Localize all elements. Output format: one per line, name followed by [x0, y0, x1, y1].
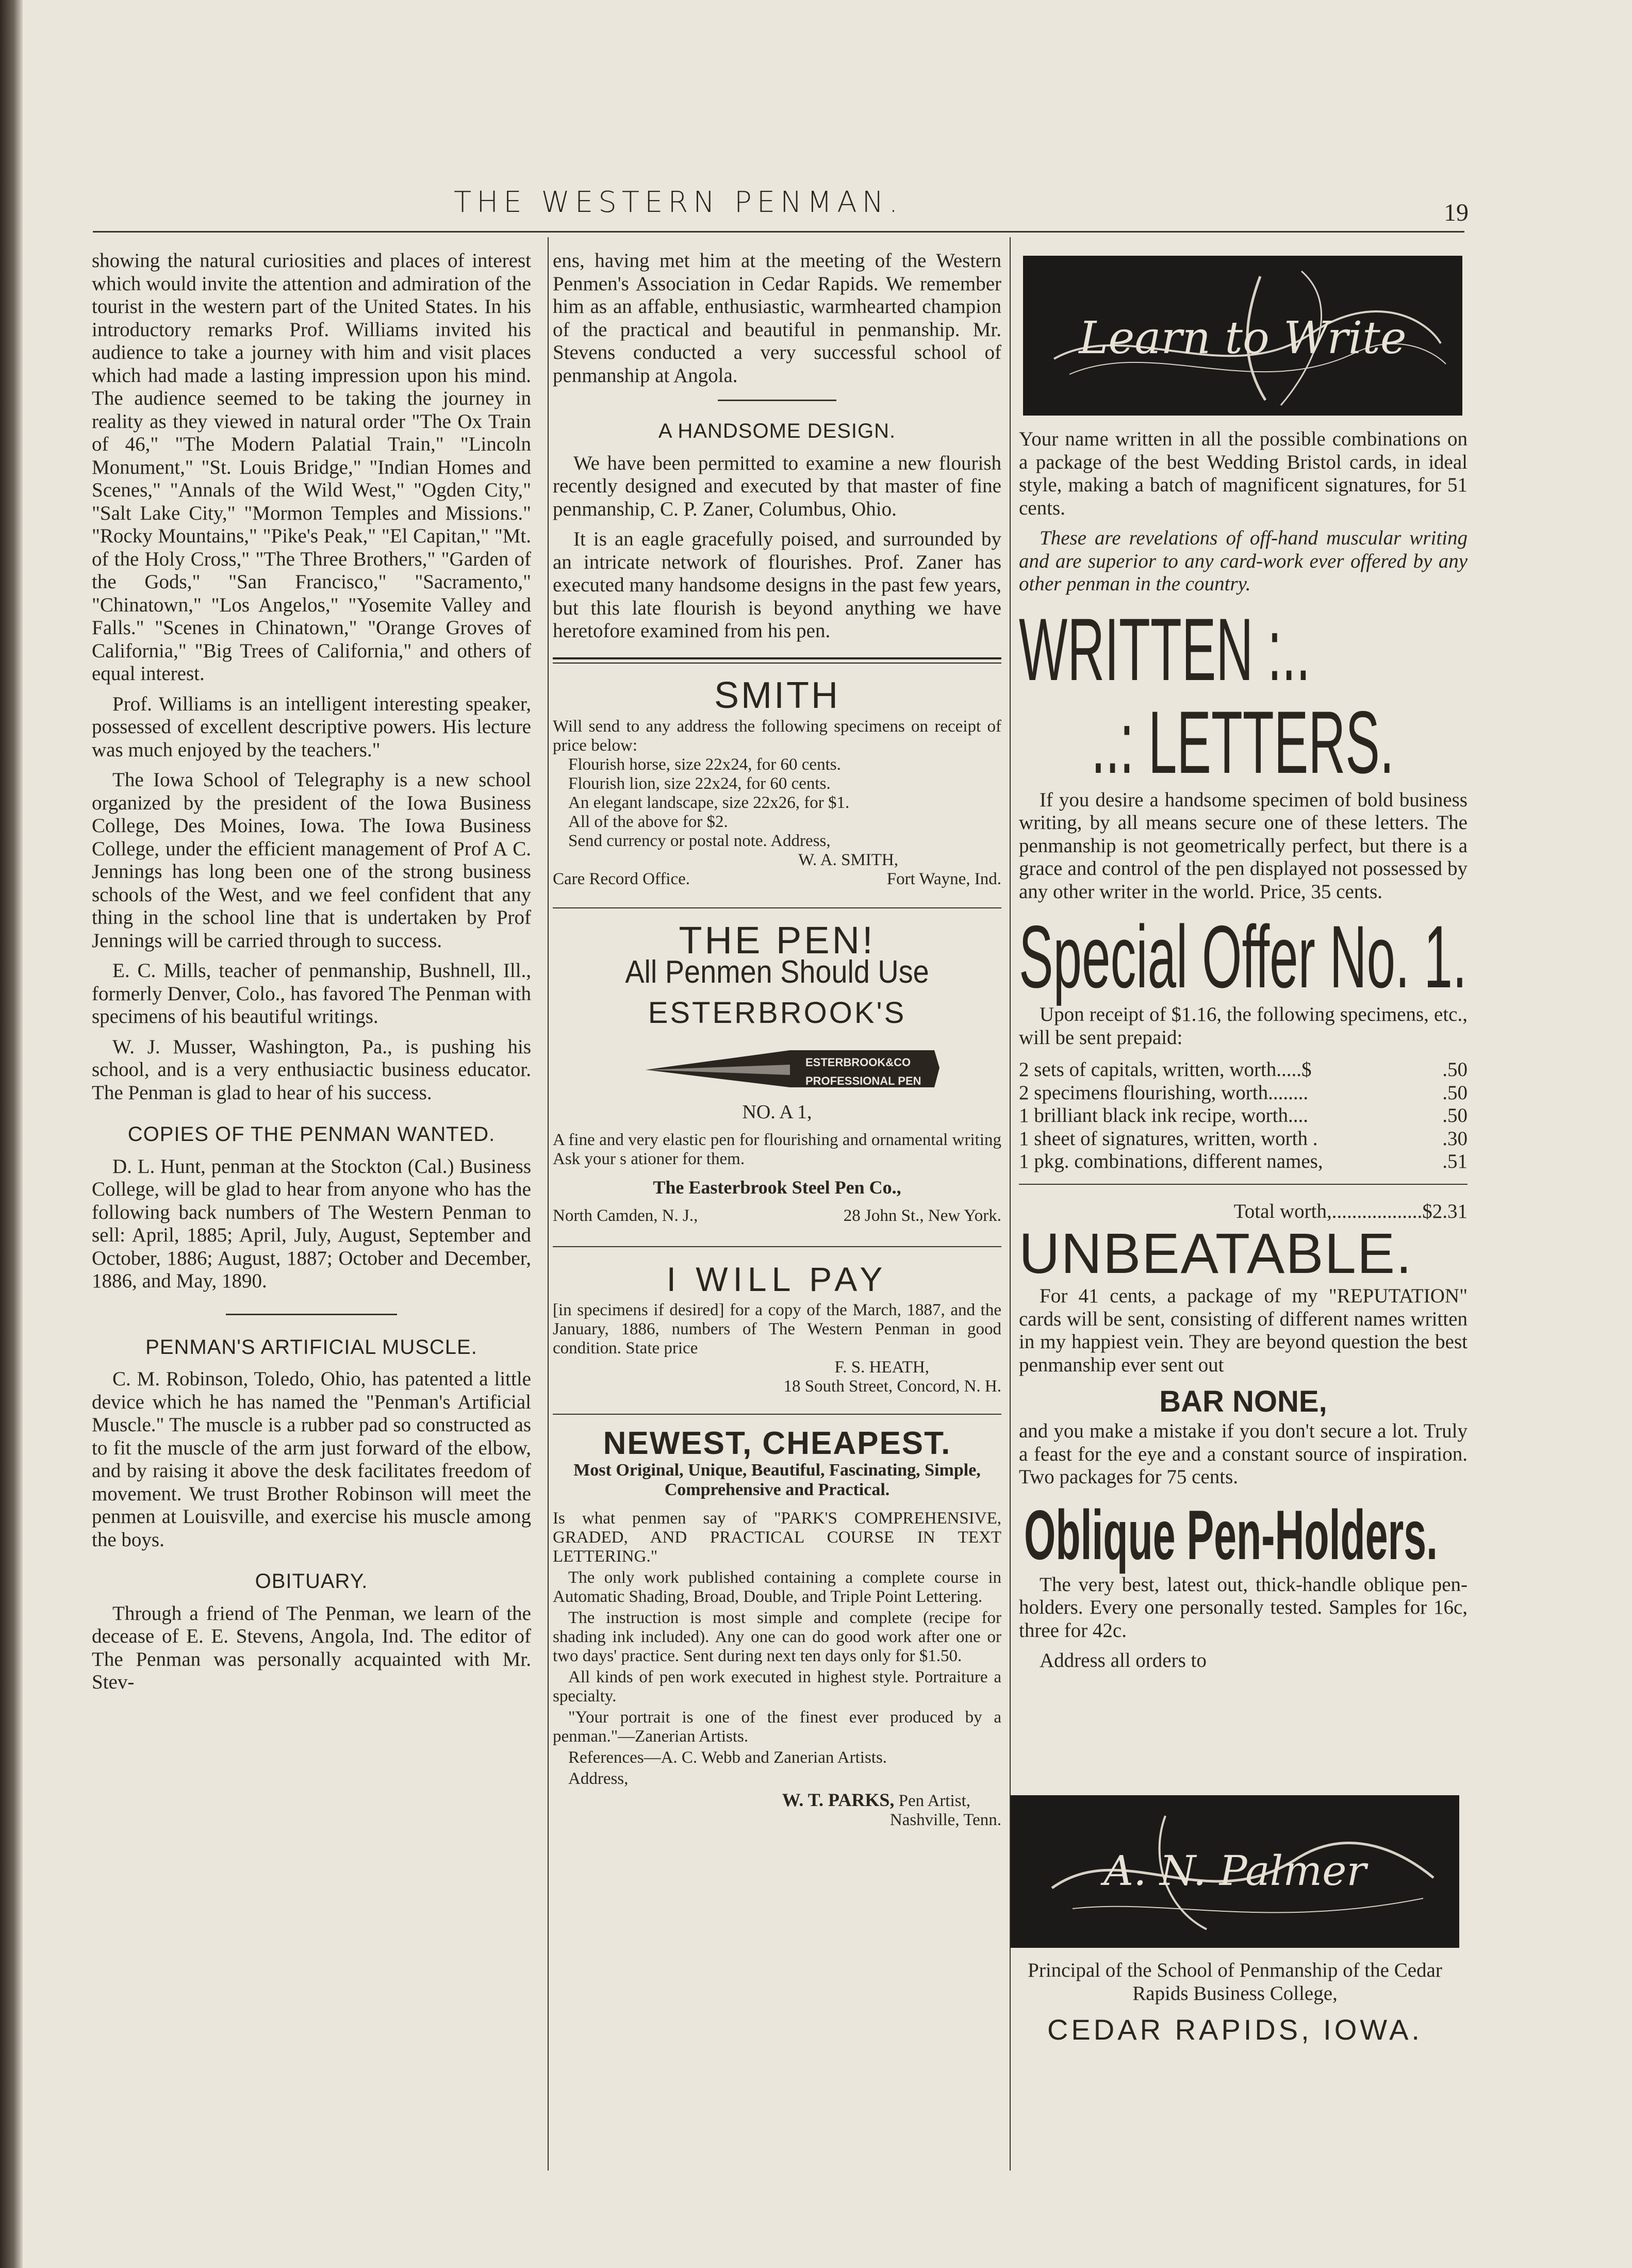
- pen-nib-text-2: PROFESSIONAL PEN: [805, 1074, 921, 1087]
- article-paragraph: D. L. Hunt, penman at the Stockton (Cal.) Business College, will be glad to hear from anyone who has the following back numbers of The Western Penman to sell: April, 1885; April, July, August, September and October, 1886; August, 1887; October and December, 1886, and May, 1890.: [92, 1155, 531, 1292]
- ad-paragraph: and you make a mistake if you don't secure a lot. Truly a feast for the eye and a constant source of inspiration. Two packages for 75 cents.: [1019, 1420, 1468, 1488]
- smith-item: An elegant landscape, size 22x26, for $1.: [568, 793, 850, 812]
- ad-paragraph: Address all orders to: [1040, 1649, 1207, 1671]
- newest-role: Pen Artist,: [898, 1791, 970, 1810]
- pay-address: 18 South Street, Concord, N. H.: [783, 1377, 1001, 1396]
- offer-total: Total worth,..................$2.31: [1233, 1200, 1468, 1222]
- smith-left: Care Record Office.: [553, 870, 690, 888]
- column-3-footer: [1011, 1959, 1459, 2046]
- section-heading: A HANDSOME DESIGN.: [658, 420, 896, 442]
- ad-paragraph: For 41 cents, a package of my "REPUTATION" cards will be sent, consisting of different names written in my happiest vein. They are beyond question the best penmanship ever sent out: [1019, 1285, 1468, 1376]
- smith-item: All of the above for $2.: [568, 813, 728, 831]
- page-header-title: THE WESTERN PENMAN.: [454, 186, 903, 219]
- pen-nib-icon: [553, 1039, 1001, 1096]
- pen-ad-title: THE PEN!: [679, 919, 876, 962]
- article-paragraph: showing the natural curiosities and places of interest which would invite the attention and admiration of the tourist in the western part of the United States. In his introductory remarks Prof. Williams invited his audience to take a journey with him and visit places which had made a lasting impression upon his mind. The audience seemed to be taking the journey in reality as they viewed in natural order "The Ox Train of 46," "The Modern Palatial Train," "Lincoln Monument," "St. Louis Bridge," "Indian Homes and Scenes," "Annals of the Wild West," "Ogden City," "Salt Lake City," "Mormon Temples and Missions." "Rocky Mountains," "Pike's Peak," "El Capitan," "Mt. of the Holy Cross," "The Three Brothers," "Garden of the Gods," "San Francisco," "Sacramento," "Chinatown," "Los Angelos," "Yosemite Valley and Falls." "Scenes in Chinatown," "Orange Groves of California," "Big Trees of California," and others of equal interest.: [92, 250, 531, 685]
- newest-city: Nashville, Tenn.: [889, 1810, 1001, 1829]
- pen-nib-text-1: ESTERBROOK&CO: [805, 1055, 911, 1069]
- signature-text: A. N. Palmer: [1103, 1847, 1366, 1895]
- pen-ad-subtitle: All Penmen Should Use: [625, 954, 929, 990]
- article-paragraph: The Iowa School of Telegraphy is a new school organized by the president of the Iowa Business College, Des Moines, Iowa. The Iowa Business College, under the efficient management of Prof A C. Jennings has long been one of the strong business schools of the West, and we feel confident that any thing in the school line that is undertaken by Prof Jennings will be carried through to success.: [92, 769, 531, 952]
- column-1: [92, 250, 531, 1701]
- header-rule: [93, 231, 1464, 233]
- article-paragraph: Prof. Williams is an intelligent interesting speaker, possessed of excellent descriptive powers. His lecture was much enjoyed by the teachers.": [92, 692, 531, 761]
- column-2: [553, 250, 1001, 1830]
- logo-text: Learn to Write: [1079, 312, 1407, 364]
- footer-principal: Principal of the School of Penmanship of the Cedar Rapids Business College,: [1028, 1959, 1442, 2005]
- offer-item: 1 pkg. combinations, different names, .51: [1019, 1150, 1468, 1172]
- ad-paragraph-italic: These are revelations of off-hand muscular writing and are superior to any card-work ever offered by any other penman in the country.: [1019, 527, 1468, 595]
- newest-paragraph: "Your portrait is one of the finest ever produced by a penman."—Zanerian Artists.: [553, 1708, 1001, 1746]
- pay-name: F. S. HEATH,: [834, 1358, 929, 1377]
- newest-paragraph: Address,: [568, 1769, 629, 1788]
- offer-list: [1019, 1058, 1468, 1173]
- offer-item: 2 sets of capitals, written, worth.....$ .50: [1019, 1058, 1468, 1081]
- newest-paragraph: The instruction is most simple and complete (recipe for shading ink included). Any one can do good work after one or two days' practice. Sent during next ten days only for $1.50.: [553, 1608, 1001, 1665]
- pay-ad-title: I WILL PAY: [666, 1260, 888, 1298]
- offer-item: 2 specimens flourishing, worth........ .50: [1019, 1081, 1468, 1104]
- book-spine: [0, 0, 23, 2268]
- smith-intro: Will send to any address the following specimens on receipt of price below:: [553, 717, 1001, 755]
- smith-name: W. A. SMITH,: [798, 851, 898, 869]
- oblique-heading: Oblique Pen-Holders.: [1024, 1495, 1438, 1574]
- smith-item: Flourish horse, size 22x24, for 60 cents.: [568, 755, 841, 774]
- pay-text: [in specimens if desired] for a copy of the March, 1887, and the January, 1886, numbers of The Western Penman in good condition. State price: [553, 1301, 1001, 1358]
- offer-item: 1 brilliant black ink recipe, worth.... .50: [1019, 1104, 1468, 1127]
- smith-right: Fort Wayne, Ind.: [886, 870, 1001, 888]
- special-offer-heading: Special Offer No. 1.: [1019, 907, 1467, 1006]
- smith-item: Flourish lion, size 22x24, for 60 cents.: [568, 774, 831, 793]
- article-paragraph: It is an eagle gracefully poised, and surrounded by an intricate network of flourishes. Prof. Zaner has executed many handsome designs in the past few years, but this late flourish is beyond anything we have heretofore examined from his pen.: [553, 528, 1001, 642]
- ad-paragraph: Upon receipt of $1.16, the following specimens, etc., will be sent prepaid:: [1019, 1003, 1468, 1049]
- footer-city: CEDAR RAPIDS, IOWA.: [1047, 2013, 1423, 2046]
- unbeatable-heading: UNBEATABLE.: [1019, 1222, 1413, 1285]
- pen-ad-brand: ESTERBROOK'S: [648, 996, 906, 1030]
- bar-none-heading: BAR NONE,: [1159, 1385, 1327, 1418]
- article-paragraph: W. J. Musser, Washington, Pa., is pushing his school, and is a very enthusiactic business educator. The Penman is glad to hear of his success.: [92, 1035, 531, 1104]
- article-paragraph: E. C. Mills, teacher of penmanship, Bushnell, Ill., formerly Denver, Colo., has favored The Penman with specimens of his beautiful writings.: [92, 959, 531, 1028]
- column-3: [1019, 428, 1468, 1680]
- ad-paragraph: If you desire a handsome specimen of bold business writing, by all means secure one of these letters. The penmanship is not geometrically perfect, but there is a grace and control of the pen displayed not possessed by any other writer in the world. Price, 35 cents.: [1019, 788, 1468, 903]
- letters-heading: ..: LETTERS.: [1091, 692, 1394, 792]
- pen-company: The Easterbrook Steel Pen Co.,: [653, 1177, 901, 1198]
- ad-paragraph: Your name written in all the possible combinations on a package of the best Wedding Bristol cards, in ideal style, making a batch of magnificent signatures, for 51 cents.: [1019, 428, 1468, 519]
- section-heading: COPIES OF THE PENMAN WANTED.: [127, 1123, 496, 1146]
- smith-ad: [553, 717, 1001, 889]
- signature-box: [1011, 1795, 1459, 1948]
- newest-paragraph: References—A. C. Webb and Zanerian Artists.: [568, 1748, 887, 1767]
- pen-description: A fine and very elastic pen for flourishing and ornamental writing Ask your s ationer for them.: [553, 1131, 1001, 1168]
- divider: [718, 400, 836, 401]
- offer-item: 1 sheet of signatures, written, worth . .30: [1019, 1127, 1468, 1150]
- divider: [553, 1246, 1001, 1247]
- smith-item: Send currency or postal note. Address,: [568, 832, 831, 850]
- newest-paragraph: The only work published containing a complete course in Automatic Shading, Broad, Double, and Triple Point Lettering.: [553, 1568, 1001, 1606]
- newest-paragraph: All kinds of pen work executed in highest style. Portraiture a specialty.: [553, 1667, 1001, 1706]
- article-paragraph: C. M. Robinson, Toledo, Ohio, has patented a little device which he has named the "Penman's Artificial Muscle." The muscle is a rubber pad so constructed as to fit the muscle of the arm just forward of the elbow, and by raising it above the desk facilitates freedom of movement. We trust Brother Robinson will meet the penmen at Louisville, and exercise his muscle among the boys.: [92, 1368, 531, 1551]
- pen-nib-illustration: [553, 1039, 1001, 1096]
- double-rule: [553, 657, 1001, 664]
- article-paragraph: Through a friend of The Penman, we learn of the decease of E. E. Stevens, Angola, Ind. The editor of The Penman was personally acquainted with Mr. Stev-: [92, 1602, 531, 1693]
- ad-paragraph: The very best, latest out, thick-handle oblique pen-holders. Every one personally tested. Samples for 16c, three for 42c.: [1019, 1573, 1468, 1642]
- divider: [1019, 1184, 1468, 1185]
- written-heading: WRITTEN :..: [1019, 600, 1311, 699]
- smith-ad-title: SMITH: [714, 674, 840, 716]
- article-paragraph: ens, having met him at the meeting of the Western Penmen's Association in Cedar Rapids. We remember him as an affable, enthusiastic, warmhearted champion of the practical and beautiful in penmanship. Mr. Stevens conducted a very successful school of penmanship at Angola.: [553, 250, 1001, 387]
- pen-address-right: 28 John St., New York.: [843, 1206, 1001, 1225]
- newest-ad-title: NEWEST, CHEAPEST.: [603, 1426, 951, 1461]
- column-divider-1: [548, 237, 549, 2171]
- page-number: 19: [1444, 199, 1469, 226]
- learn-to-write-logo: [1023, 256, 1462, 416]
- divider: [553, 1414, 1001, 1415]
- section-heading: OBITUARY.: [255, 1570, 368, 1593]
- newest-paragraph: Is what penmen say of "PARK'S COMPREHENSIVE, GRADED, AND PRACTICAL COURSE IN TEXT LETTERING.": [553, 1509, 1001, 1566]
- section-heading: PENMAN'S ARTIFICIAL MUSCLE.: [145, 1335, 477, 1359]
- divider: [553, 907, 1001, 908]
- newest-ad-subtitle: Most Original, Unique, Beautiful, Fascinating, Simple, Comprehensive and Practical.: [573, 1460, 981, 1499]
- article-paragraph: We have been permitted to examine a new flourish recently designed and executed by that master of fine penmanship, C. P. Zaner, Columbus, Ohio.: [553, 452, 1001, 520]
- pen-number: NO. A 1,: [742, 1101, 812, 1123]
- newest-name: W. T. PARKS,: [782, 1789, 895, 1810]
- divider: [226, 1314, 397, 1315]
- pen-address-left: North Camden, N. J.,: [553, 1206, 698, 1225]
